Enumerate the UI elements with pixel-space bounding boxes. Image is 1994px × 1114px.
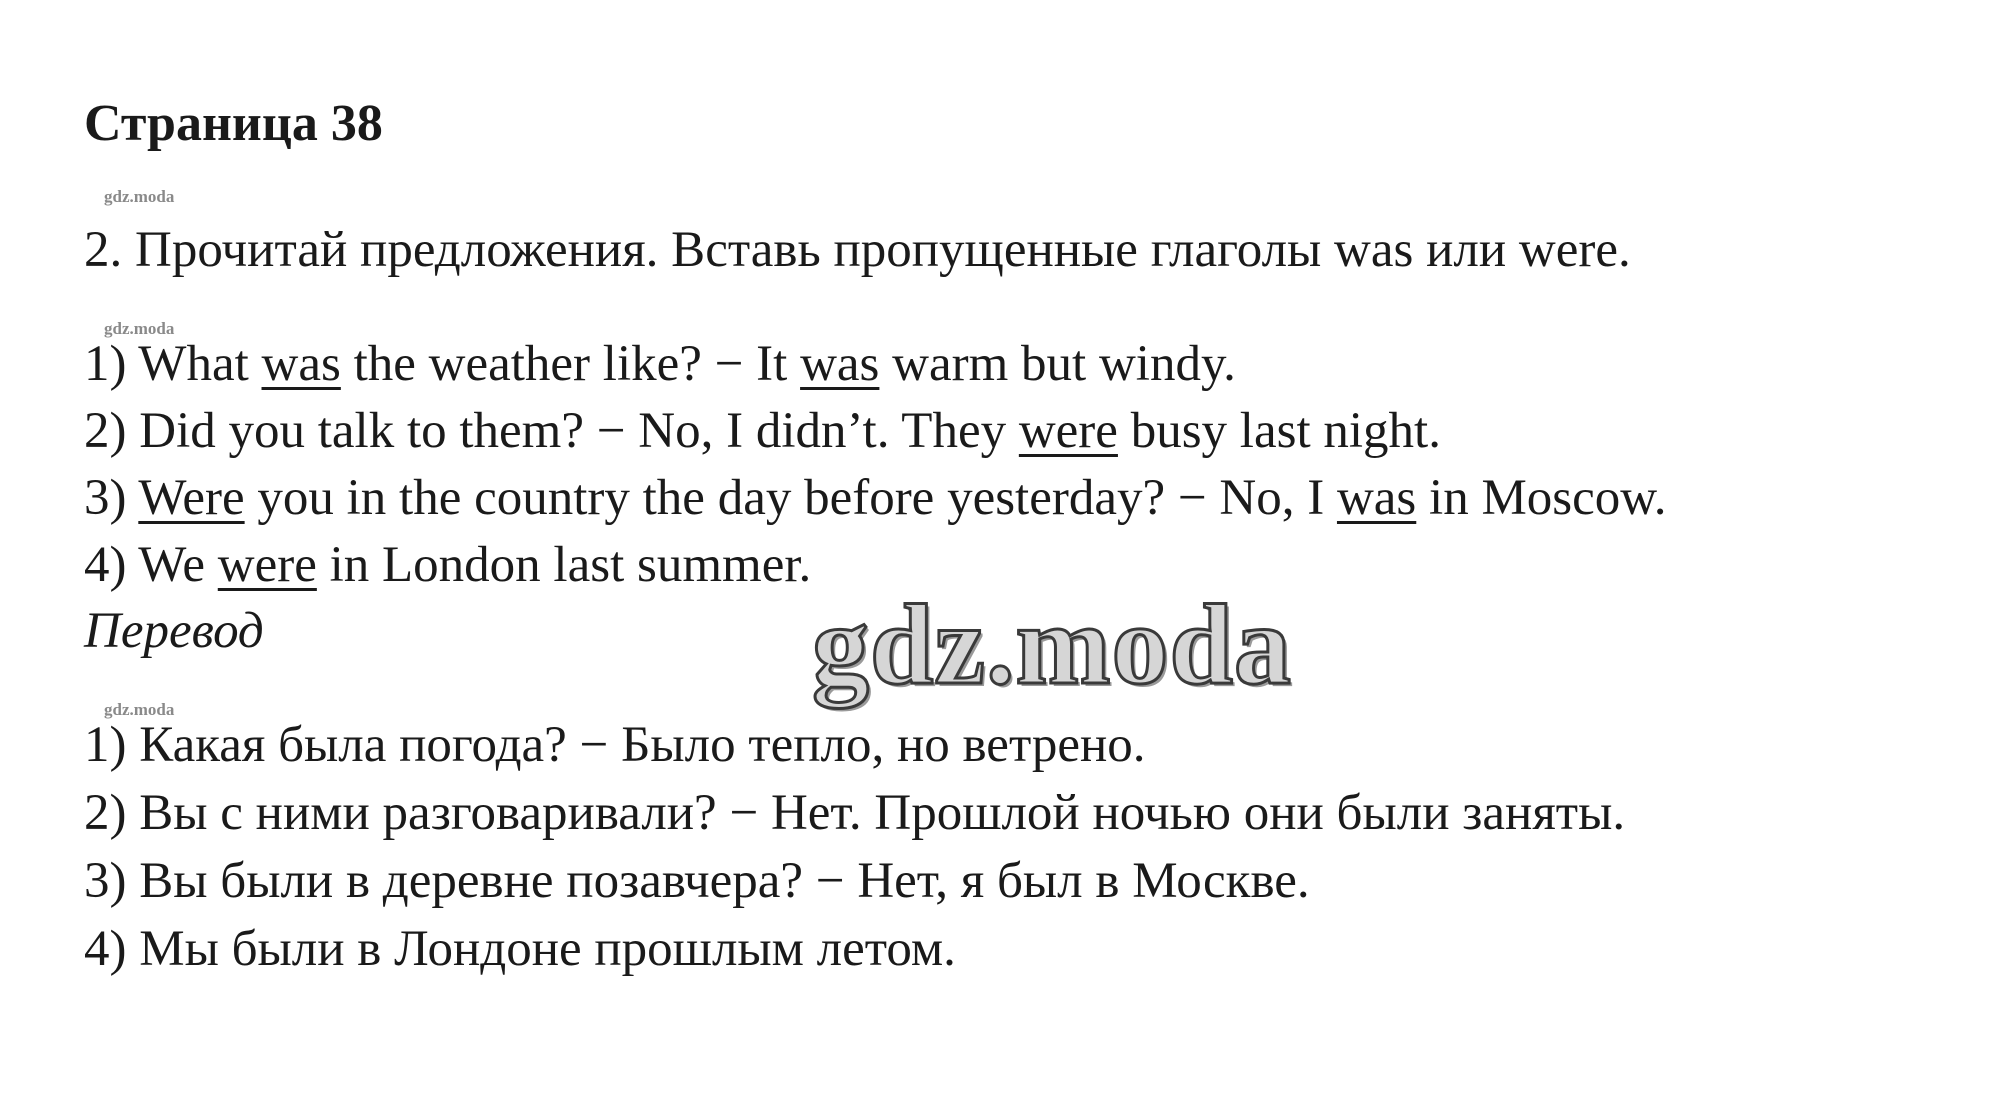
translation-line-4: 4) Мы были в Лондоне прошлым летом. <box>84 921 956 977</box>
exercise-line-2-text-b: busy last night. <box>1117 403 1441 459</box>
exercise-line-4-answer-1: were <box>217 537 317 593</box>
page-title: Страница 38 <box>84 95 383 152</box>
translation-line-1: 1) Какая была погода? − Было тепло, но ветрено. <box>84 717 1146 773</box>
watermark-large: gdz.moda <box>812 581 1292 708</box>
exercise-line-2-answer-1: were <box>1018 403 1118 459</box>
exercise-line-2 <box>84 403 1441 459</box>
exercise-line-3-answer-1: Were <box>138 470 245 526</box>
exercise-line-1-answer-1: was <box>261 336 341 392</box>
exercise-line-1-text-a: 1) What <box>84 336 262 392</box>
translation-line-2: 2) Вы с ними разговаривали? − Нет. Прошлой ночью они были заняты. <box>84 785 1626 841</box>
exercise-line-4-text-a: 4) We <box>84 537 218 593</box>
exercise-line-4 <box>84 537 812 593</box>
translation-line-3: 3) Вы были в деревне позавчера? − Нет, я был в Москве. <box>84 853 1310 909</box>
translation-label: Перевод <box>84 603 264 659</box>
exercise-line-3 <box>84 470 1667 526</box>
exercise-line-1-text-b: the weather like? − It <box>340 336 801 392</box>
exercise-line-1-text-c: warm but windy. <box>879 336 1236 392</box>
watermark-small-2: gdz.moda <box>104 319 175 338</box>
task-instruction: 2. Прочитай предложения. Вставь пропущенные глаголы was или were. <box>84 222 1631 278</box>
exercise-line-4-text-b: in London last summer. <box>316 537 812 593</box>
exercise-line-1-answer-2: was <box>800 336 880 392</box>
watermark-small-1: gdz.moda <box>104 187 175 206</box>
exercise-line-2-text-a: 2) Did you talk to them? − No, I didn’t. They <box>84 403 1019 459</box>
exercise-line-3-text-c: in Moscow. <box>1416 470 1667 526</box>
exercise-line-3-text-b: you in the country the day before yesterday? − No, I <box>244 470 1337 526</box>
exercise-line-3-text-a: 3) <box>84 470 139 526</box>
exercise-line-1 <box>84 336 1236 392</box>
exercise-line-3-answer-2: was <box>1336 470 1417 526</box>
watermark-small-3: gdz.moda <box>104 700 175 719</box>
